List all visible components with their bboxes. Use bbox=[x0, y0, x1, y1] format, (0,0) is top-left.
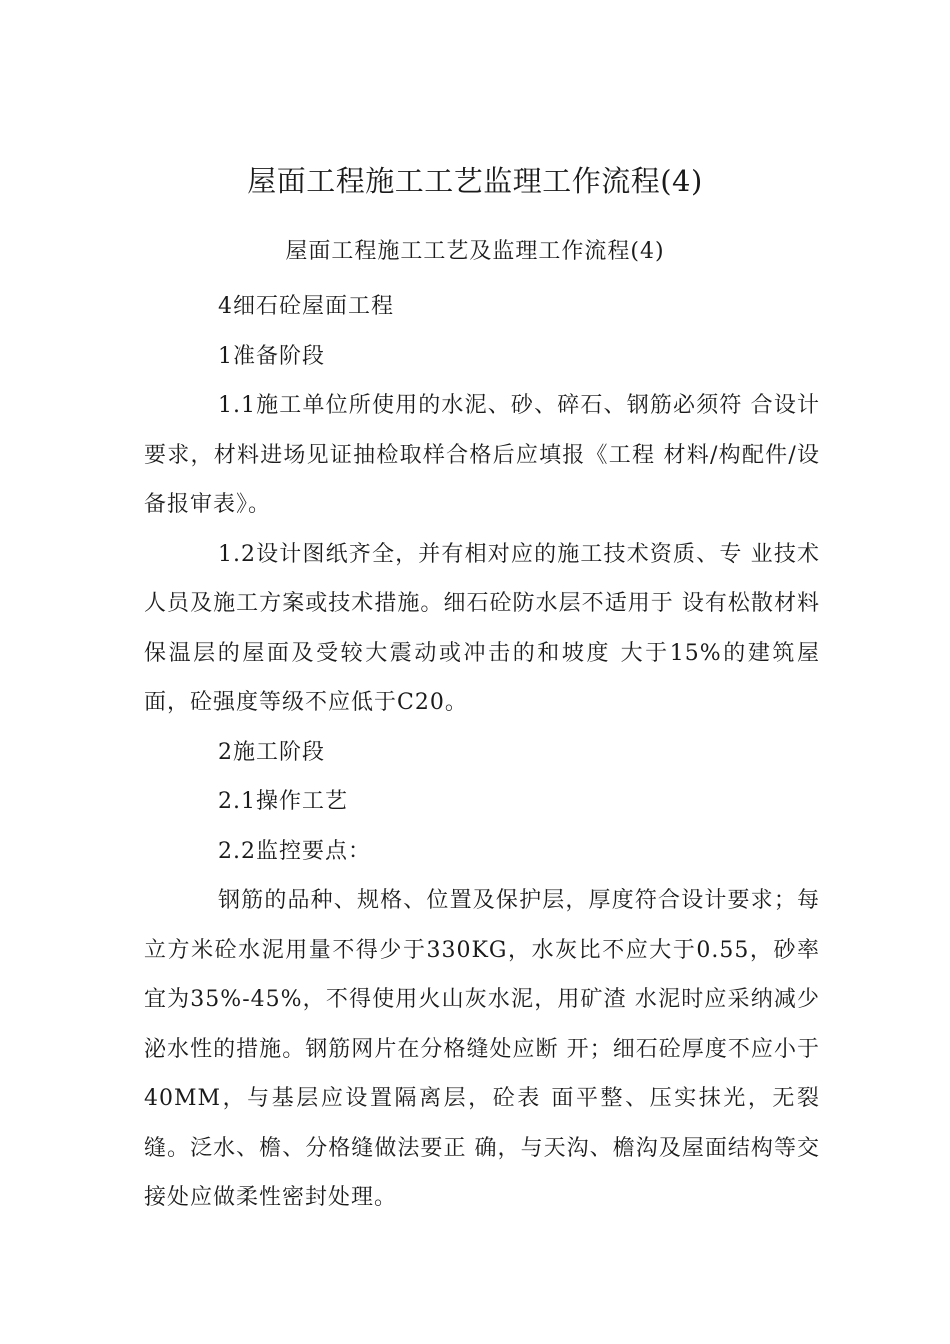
body-paragraph: 钢筋的品种、规格、位置及保护层，厚度符合设计要求；每立方米砼水泥用量不得少于330KG，水灰比不应大于0.55，砂率宜为35%-45%，不得使用火山灰水泥，用矿渣 水泥时应采纳减少泌水性的措施。钢筋网片在分格缝处应断 开；细石砼厚度不应小于40MM，与基层应设置隔离层，砼表 面平整、压实抹光，无裂缝。泛水、檐、分格缝做法要正 确，与天沟、檐沟及屋面结构等交接处应做柔性密封处理。 bbox=[144, 888, 820, 1210]
section-heading: 2施工阶段 bbox=[218, 739, 325, 765]
body-paragraph: 1.1施工单位所使用的水泥、砂、碎石、钢筋必须符 合设计要求，材料进场见证抽检取样合格后应填报《工程 材料/构配件/设备报审表》。 bbox=[144, 393, 820, 517]
section-heading: 2.2监控要点： bbox=[218, 838, 371, 864]
section-heading: 4细石砼屋面工程 bbox=[218, 294, 394, 319]
document-subtitle: 屋面工程施工工艺及监理工作流程(4) bbox=[285, 239, 665, 264]
section-heading: 1准备阶段 bbox=[218, 343, 325, 369]
document-title: 屋面工程施工工艺监理工作流程(4) bbox=[247, 164, 703, 198]
section-heading: 2.1操作工艺 bbox=[218, 789, 348, 814]
body-paragraph: 1.2设计图纸齐全，并有相对应的施工技术资质、专 业技术人员及施工方案或技术措施。细石砼防水层不适用于 设有松散材料保温层的屋面及受较大震动或冲击的和坡度 大于15%的建筑屋面，砼强度等级不应低于C20。 bbox=[144, 541, 820, 715]
document-body bbox=[144, 282, 820, 1223]
